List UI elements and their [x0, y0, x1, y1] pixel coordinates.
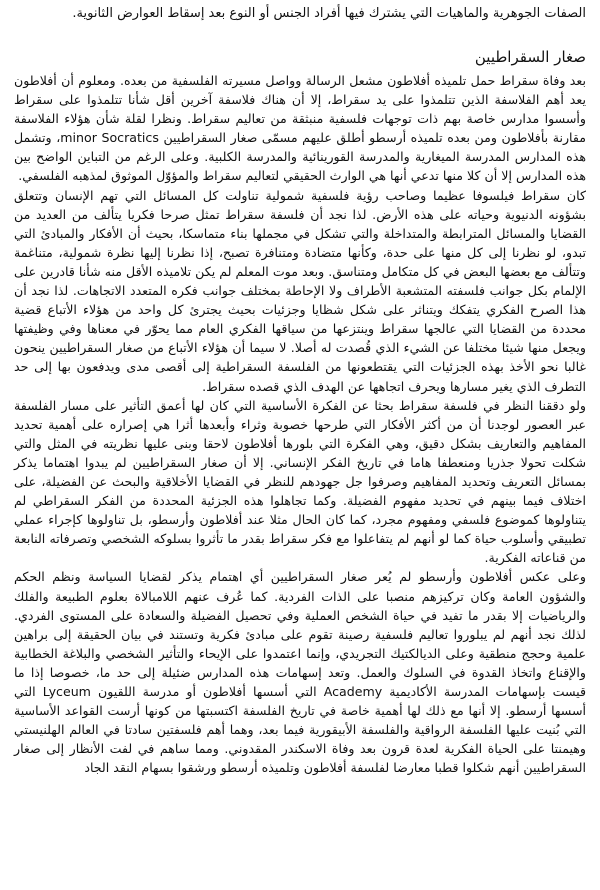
paragraph-3: ولو دققنا النظر في فلسفة سقراط بحثا عن الفكرة الأساسية التي كان لها أعمق التأثير على مسار الفلسفة عبر العصور لوجدنا أن من أكثر الأفكار التي طرحها خصوبة وثراء وأبعدها أثرا هي إصراره على أهمية تحديد المفاهيم والتعاريف بشكل دقيق، وهي الفكرة التي بلورها أفلاطون لاحقا وبنى عليها نظريته في المثل والتي شكلت تحولا جذريا ومنعطفا هاما في تاريخ الفكر الإنساني. إلا أن صغار السقراطيين لم يبدوا اهتماما يذكر بمسائل التعريف وتحديد المفاهيم وصرفوا جل جهودهم للنظر في القضايا الأخلاقية والبحث عن الفضيلة، على اختلاف فيما بينهم في تحديد مفهوم الفضيلة. وكما تجاهلوا هذه الجزئية المحددة من الفكر السقراطي لم يتناولوها كموضوع فلسفي ومفهوم مجرد، كما كان الحال مثلا عند أفلاطون وأرسطو، بل تناولوها كإجراء عملي تطبيقي وأسلوب حياة كما لو أنهم لم يتفاعلوا مع فكر سقراط بقدر ما تأثروا بسلوكه الشخصي وتصرفاته النابعة من قناعاته الفكرية.: [14, 397, 586, 566]
section-heading: صغار السقراطيين: [474, 48, 586, 66]
lead-text: الصفات الجوهرية والماهيات التي يشترك فيها أفراد الجنس أو النوع بعد إسقاط العوارض الثانوية.: [72, 6, 586, 21]
paragraph-4: وعلى عكس أفلاطون وأرسطو لم يُعر صغار السقراطيين أي اهتمام يذكر لقضايا السياسة ونظم الحكم والشؤون العامة وكان تركيزهم منصبا على الذات الفردية. كما عُرف عنهم اللامبالاة بعلوم الطبيعة والفلك والرياضيات إلا بقدر ما تفيد في حياة الشخص العملية وفي تحصيل الفضيلة والسعادة على المستوى الفردي. لذلك نجد أنهم لم يبلوروا تعاليم فلسفية رصينة تقوم على مبادئ فكرية وتستند في بيان الحقيقة إلى براهين علمية وحجج منطقية وعلى الديالكتيك التجريدي، وإنما اعتمدوا على الإيحاء والتأثير الشخصي والبلاغة الخطابية والإقناع واتخاذ القدوة في السلوك والعمل. وتعد إسهامات هذه المدارس ضئيلة إلى حد ما، خصوصا إذا ما قيست بإسهامات المدرسة الأكاديمية Academy التي أسسها أفلاطون أو مدرسة اللقيون Lyceum التي أسسها أرسطو. إلا أنها مع ذلك لها أهمية خاصة في تاريخ الفلسفة اكتسبتها من كونها أرست القواعد الأساسية التي بُنيت عليها الفلسفة الرواقية والفلسفة الأبيقورية فيما بعد، وهما أهم فلسفتين سادتا في العالم الهلنيستي وهيمنتا على الحياة الفكرية لعدة قرون بعد وفاة الاسكندر المقدوني. ومما ساهم في لفت الأنظار إلى صغار السقراطيين أنهم شكلوا قطبا معارضا لفلسفة أفلاطون وتلميذه أرسطو ورشقوا بسهام النقد الجاد: [14, 569, 586, 776]
paragraph-1: بعد وفاة سقراط حمل تلميذه أفلاطون مشعل الرسالة وواصل مسيرته الفلسفية من بعده. ومعلوم أن أفلاطون يعد أهم الفلاسفة الذين تتلمذوا على يد سقراط، إلا أن هناك فلاسفة آخرين أقل شأنا تتلمذوا على سقراط وأسسوا مدارس خاصة بهم ذات توجهات فلسفية منبثقة من تعاليم سقراط. ونظرا لقلة شأن هؤلاء الفلاسفة مقارنة بأفلاطون ومن بعده تلميذه أرسطو أطلق عليهم مسمّى صغار السقراطيين minor Socratics، وتشمل هذه المدارس المدرسة الميغارية والمدرسة القورينائية والمدرسة الكلبية. وعلى الرغم من التباين الواضح بين هذه المدارس إلا أن كلا منها تدعي أنها هي الوارث الحقيقي لتعاليم سقراط والمؤوّل الموثوق لمذهبه الفلسفي.: [14, 73, 587, 184]
paragraph-2: كان سقراط فيلسوفا عظيما وصاحب رؤية فلسفية شمولية تناولت كل المسائل التي تهم الإنسان وتتعلق بشؤونه الدنيوية وحياته على هذه الأرض. لذا نجد أن فلسفة سقراط تمثل صرحا فكريا يتألف من العديد من القضايا والمسائل المترابطة والمتداخلة والتي تشكل في مجملها بناء متماسكا، بحيث أن الأفكار والمبادئ التي تبدو، لو نظرنا إلى كل منها على حدة، وكأنها متضادة ومتنافرة تصبح، إذا نظرنا إليها نظرة شمولية، متناغمة وتتألف مع بعضها البعض في كل متكامل ومتناسق. وبعد موت المعلم لم يكن تلاميذه الأقل منه شأنا قادرين على الإلمام بكل جوانب فلسفته المتشعبة الأطراف ولا الإحاطة بمختلف جوانب فكره المتعدد الاتجاهات. لذا نجد أن هذا الصرح الفكري يتفكك ويتناثر على شكل شظايا وجزئيات بحيث يجترئ كل واحد من هؤلاء الأتباع قضية محددة من القضايا التي عالجها سقراط وينتزعها من سياقها الفكري العام مما يحوّر في معناها وفي وظيفتها ويجعل منها شيئا مختلفا عن الشيء الذي قُصدت له أصلا. لا سيما أن هؤلاء الأتباع من صغار السقراطيين ينحون غالبا نحو الأخذ بهذه الجزئيات التي يقتطعونها من الفلسفة السقراطية إلى أقصى مدى ويدفعون بها إلى حد التطرف الذي يغير مسارها ويحرف اتجاهها عن الهدف الذي قصده سقراط.: [14, 187, 586, 394]
